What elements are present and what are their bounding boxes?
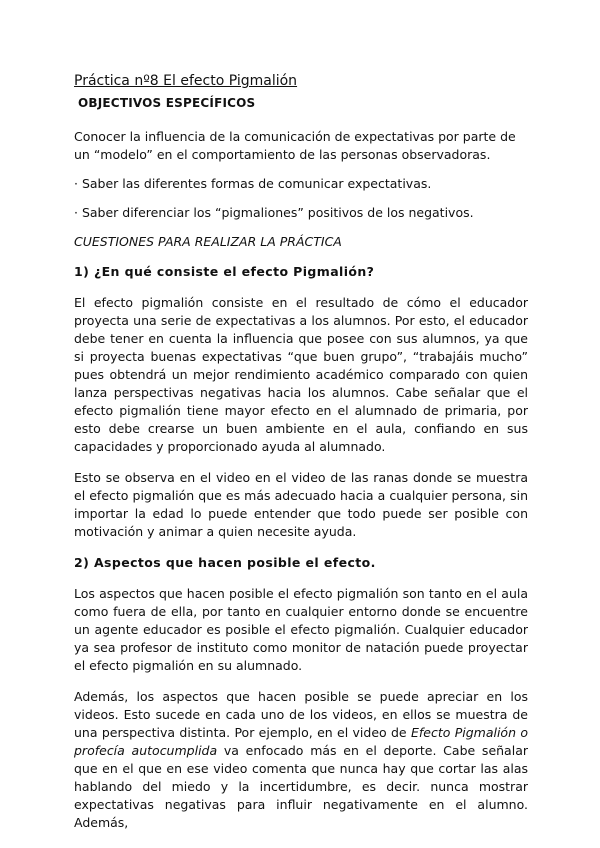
question-1-paragraph-1: El efecto pigmalión consiste en el resultado de cómo el educador proyecta una serie de expectativas a los alumnos. Por esto, el educador debe tener en cuenta la influencia que posee con sus alumnos, ya que si proyecta buenas expectativas “que buen grupo”, “trabajáis mucho” pues obtendrá un mejor rendimiento académico comparado con quien lanza perspectivas negativas hacia los alumnos. Cabe señalar que el efecto pigmalión tiene mayor efecto en el alumnado de primaria, por esto debe crearse un buen ambiente en el aula, confiando en sus capacidades y proporcionado ayuda al alumnado. — [74, 295, 528, 454]
question-1-paragraph-2: Esto se observa en el video en el video de las ranas donde se muestra el efecto pigmalión que es más adecuado hacia a cualquier persona, sin importar la edad lo puede entender que todo puede ser posible con motivación y animar a quien necesite ayuda. — [74, 470, 528, 539]
video-title: Efecto Pigmalión o profecía autocumplida — [74, 725, 528, 758]
question-1-heading: 1) ¿En qué consiste el efecto Pigmalión? — [74, 264, 375, 279]
objectives-heading: OBJECTIVOS ESPECÍFICOS — [78, 96, 256, 110]
bullet-item: · Saber las diferentes formas de comunicar expectativas. — [74, 176, 432, 191]
question-2-heading: 2) Aspectos que hacen posible el efecto. — [74, 555, 376, 570]
question-2-paragraph-2 — [74, 688, 528, 832]
questions-heading: CUESTIONES PARA REALIZAR LA PRÁCTICA — [74, 234, 342, 249]
intro-paragraph: Conocer la influencia de la comunicación de expectativas por parte de un “modelo” en el comportamiento de las personas observadoras. — [74, 129, 516, 162]
bullet-item: · Saber diferenciar los “pigmaliones” positivos de los negativos. — [74, 205, 474, 220]
paragraph-text: Además, los aspectos que hacen posible se puede apreciar en los videos. Esto sucede en cada uno de los videos, en ellos se muestra de una perspectiva distinta. Por ejemplo, en el video de — [74, 689, 528, 740]
document-title: Práctica nº8 El efecto Pigmalión — [74, 73, 298, 89]
question-2-paragraph-1: Los aspectos que hacen posible el efecto pigmalión son tanto en el aula como fuera de ella, por tanto en cualquier entorno donde se encuentre un agente educador es posible el efecto pigmalión. Cualquier educador ya sea profesor de instituto como monitor de natación puede proyectar el efecto pigmalión en su alumnado. — [74, 586, 528, 673]
document-body — [74, 72, 528, 832]
paragraph-text: va enfocado más en el deporte. Cabe señalar que en el que en ese video comenta que nunca hay que cortar las alas hablando del miedo y la incertidumbre, es decir. nunca mostrar expectativas negativas para influir negativamente en el alumno. Además, — [74, 743, 528, 830]
